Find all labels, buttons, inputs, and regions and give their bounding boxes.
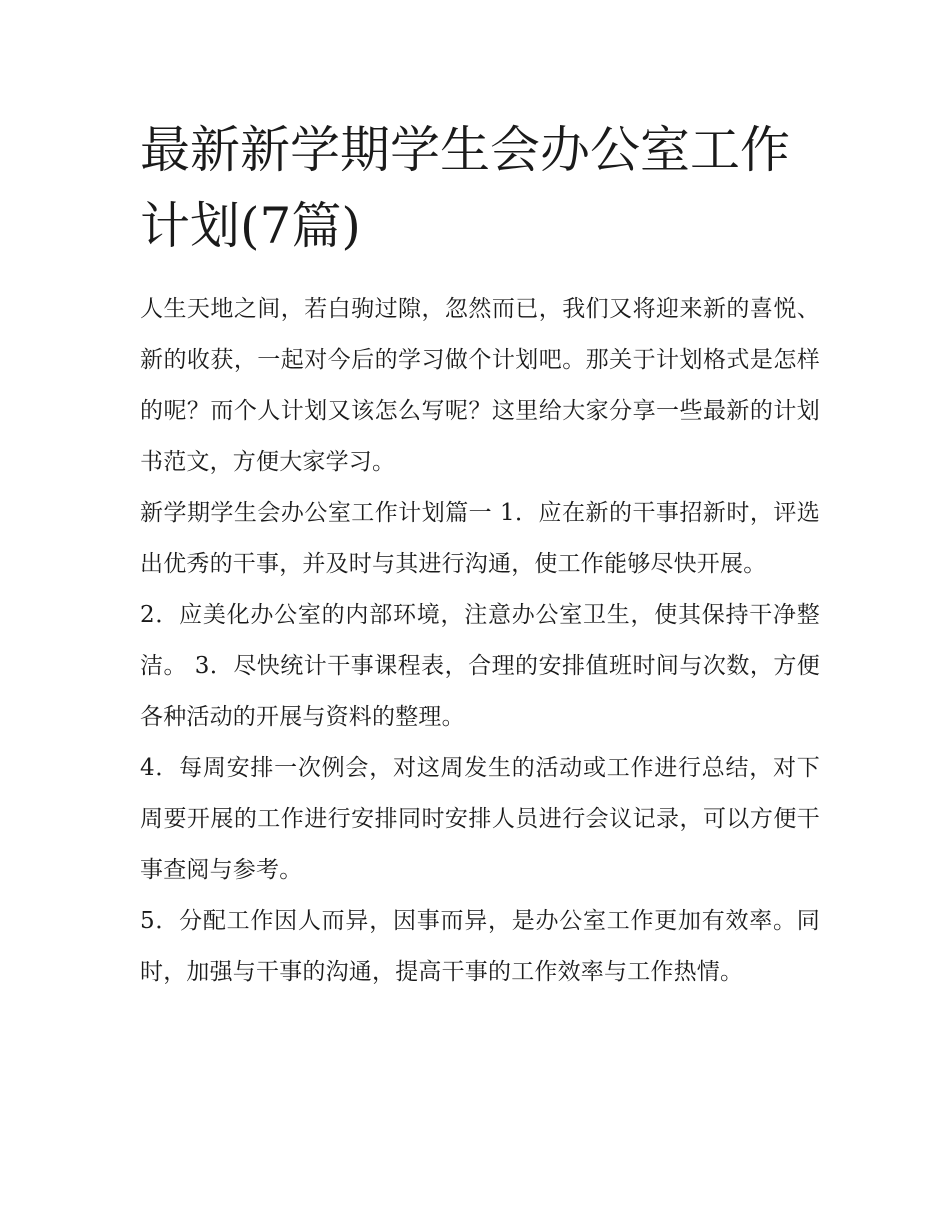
paragraph-item-1: 新学期学生会办公室工作计划篇一 1．应在新的干事招新时，评选出优秀的干事，并及时与其进行沟通，使工作能够尽快开展。 — [140, 500, 820, 577]
paragraph-item-2-3: 2．应美化办公室的内部环境，注意办公室卫生，使其保持干净整洁。 3．尽快统计干事课程表，合理的安排值班时间与次数，方便各种活动的开展与资料的整理。 — [140, 602, 820, 730]
paragraph-item-4: 4．每周安排一次例会，对这周发生的活动或工作进行总结，对下周要开展的工作进行安排同时安排人员进行会议记录，可以方便干事查阅与参考。 — [140, 755, 820, 883]
paragraph-item-5: 5．分配工作因人而异，因事而异，是办公室工作更加有效率。同时，加强与干事的沟通，提高干事的工作效率与工作热情。 — [140, 908, 820, 985]
document-page — [140, 112, 820, 998]
document-title: 最新新学期学生会办公室工作计划(7篇) — [140, 121, 790, 255]
paragraph-intro: 人生天地之间，若白驹过隙，忽然而已，我们又将迎来新的喜悦、新的收获，一起对今后的学习做个计划吧。那关于计划格式是怎样的呢？而个人计划又该怎么写呢？这里给大家分享一些最新的计划书范文，方便大家学习。 — [140, 296, 820, 475]
